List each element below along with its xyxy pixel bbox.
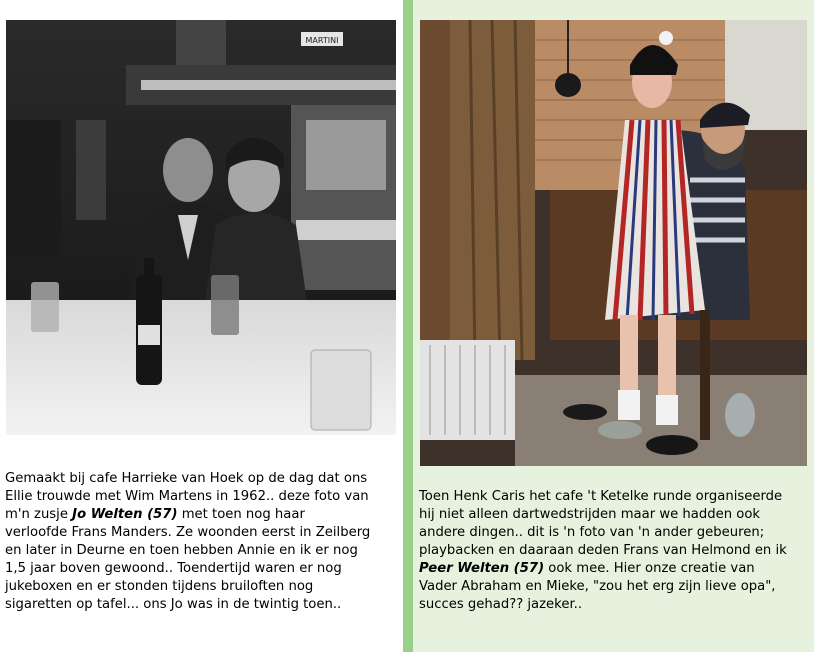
column-divider — [403, 0, 413, 652]
left-caption-person-name: Jo Welten (57) — [72, 507, 178, 522]
left-panel — [0, 0, 403, 652]
left-caption — [5, 470, 401, 614]
wedding-cafe-photo — [6, 20, 396, 435]
right-caption-text-1: Toen Henk Caris het cafe 't Ketelke runde organiseerde hij niet alleen dartwedstrijden maar we hadden ook andere dingen.. dit is 'n foto van 'n ander gebeuren; playbacken en daaraan deden Frans van Helmond en ik — [419, 489, 787, 558]
martini-sign-text: MARTINI — [305, 36, 339, 45]
playback-stage-photo-image — [420, 20, 807, 466]
right-caption-text-2: ook mee. Hier onze creatie van Vader Abraham en Mieke, "zou het erg zijn lieve opa", succes gehad?? jazeker.. — [419, 561, 776, 612]
wedding-cafe-photo-image — [6, 20, 396, 435]
playback-stage-photo — [420, 20, 807, 466]
right-panel — [413, 0, 814, 652]
right-caption — [419, 488, 811, 614]
right-caption-person-name: Peer Welten (57) — [419, 561, 545, 576]
left-caption-text-1: Gemaakt bij cafe Harrieke van Hoek op de dag dat ons Ellie trouwde met Wim Martens in 1962.. deze foto van m'n zusje — [5, 471, 369, 522]
left-caption-text-2: met toen nog haar verloofde Frans Manders. Ze woonden eerst in Zeilberg en later in Deurne en toen hebben Annie en ik er nog 1,5 jaar boven gewoond.. Toendertijd waren er nog jukeboxen en er stonden tijdens bruiloften nog sigaretten op tafel... ons Jo was in de twintig toen.. — [5, 507, 371, 612]
